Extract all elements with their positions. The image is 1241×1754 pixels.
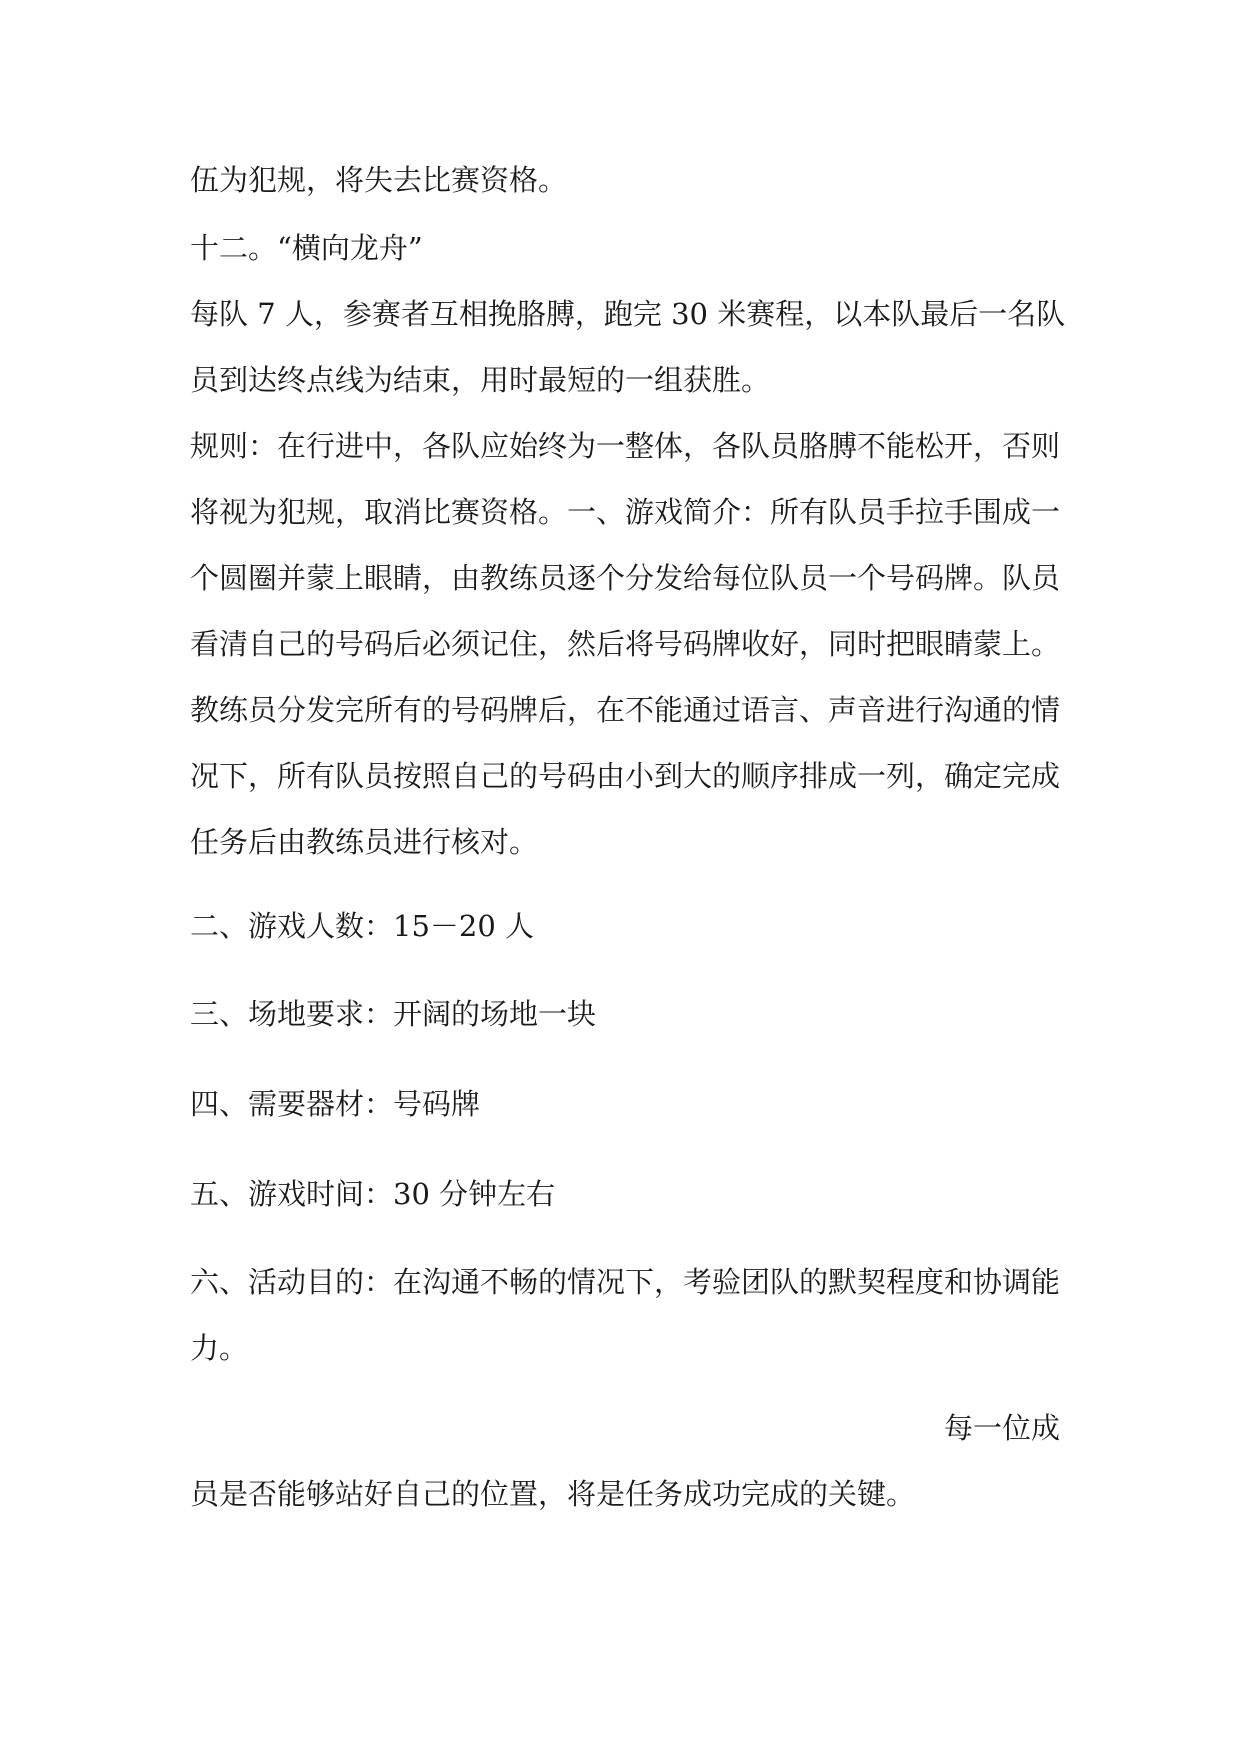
game-duration: 五、游戏时间：30 分钟左右 <box>190 1177 556 1211</box>
text-line-1: 伍为犯规，将失去比赛资格。 <box>190 163 568 197</box>
text-line-4: 员到达终点线为结束，用时最短的一组获胜。 <box>190 363 771 397</box>
purpose-line-2: 力。 <box>190 1331 249 1365</box>
rules-line-2: 将视为犯规，取消比赛资格。一、游戏简介：所有队员手拉手围成一 <box>190 495 1061 529</box>
text-line-3: 每队 7 人，参赛者互相挽胳膊，跑完 30 米赛程，以本队最后一名队 <box>190 297 1066 331</box>
intro-line-1: 个圆圈并蒙上眼睛，由教练员逐个分发给每位队员一个号码牌。队员 <box>190 561 1061 595</box>
section-heading-12: 十二。“横向龙舟” <box>190 231 423 265</box>
closing-line: 员是否能够站好自己的位置，将是任务成功完成的关键。 <box>190 1477 916 1511</box>
intro-line-2: 看清自己的号码后必须记住，然后将号码牌收好，同时把眼睛蒙上。 <box>190 627 1061 661</box>
intro-line-3: 教练员分发完所有的号码牌后，在不能通过语言、声音进行沟通的情 <box>190 693 1061 727</box>
intro-line-4: 况下，所有队员按照自己的号码由小到大的顺序排成一列，确定完成 <box>190 759 1061 793</box>
rules-line-1: 规则：在行进中，各队应始终为一整体，各队员胳膊不能松开，否则 <box>190 429 1061 463</box>
purpose-line-1: 六、活动目的：在沟通不畅的情况下，考验团队的默契程度和协调能 <box>190 1265 1061 1299</box>
venue-requirements: 三、场地要求：开阔的场地一块 <box>190 997 597 1031</box>
equipment-needed: 四、需要器材：号码牌 <box>190 1087 481 1121</box>
fragment-line-right: 每一位成 <box>943 1411 1060 1445</box>
players-count: 二、游戏人数：15－20 人 <box>190 909 535 943</box>
intro-line-5: 任务后由教练员进行核对。 <box>190 825 539 859</box>
